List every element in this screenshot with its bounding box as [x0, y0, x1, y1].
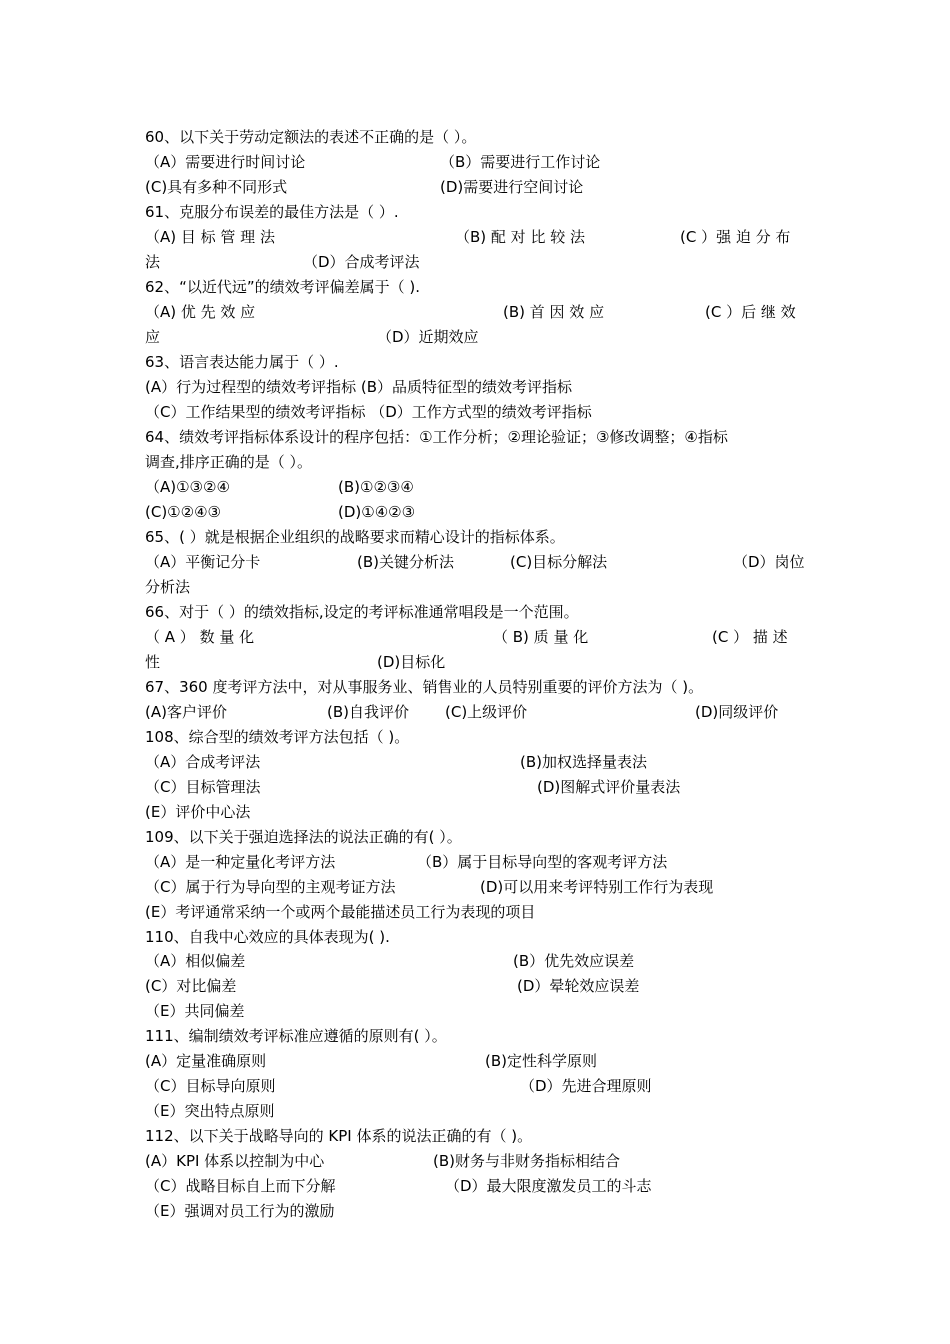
- q66-option-a: （ A ） 数 量 化: [145, 628, 255, 646]
- q62-option-d: （D）近期效应: [377, 328, 479, 346]
- q109-option-c: （C）属于行为导向型的主观考证方法: [145, 878, 396, 896]
- q62-stem: 62、“以近代远”的绩效考评偏差属于（ ).: [145, 278, 421, 296]
- q110-stem: 110、自我中心效应的具体表现为( ).: [145, 928, 390, 946]
- q109-option-d: (D)可以用来考评特别工作行为表现: [480, 878, 714, 896]
- q60-option-b: （B）需要进行工作讨论: [440, 153, 601, 171]
- q62-option-b: (B) 首 因 效 应: [503, 303, 605, 321]
- q64-stem-line2: 调查,排序正确的是（ ）。: [145, 453, 313, 471]
- q112-option-d: （D）最大限度激发员工的斗志: [445, 1177, 652, 1195]
- q63-options-cd: （C）工作结果型的绩效考评指标 （D）工作方式型的绩效考评指标: [145, 403, 592, 421]
- q110-option-b: (B）优先效应误差: [513, 952, 635, 970]
- q109-option-b: （B）属于目标导向型的客观考评方法: [417, 853, 668, 871]
- q108-option-b: (B)加权选择量表法: [520, 753, 647, 771]
- q66-option-d: (D)目标化: [377, 653, 446, 671]
- q112-option-e: （E）强调对员工行为的激励: [145, 1202, 335, 1220]
- q60-option-c: (C)具有多种不同形式: [145, 178, 288, 196]
- q111-option-d: （D）先进合理原则: [520, 1077, 652, 1095]
- q112-option-c: （C）战略目标自上而下分解: [145, 1177, 336, 1195]
- q108-option-c: （C）目标管理法: [145, 778, 261, 796]
- q64-stem-line1: 64、绩效考评指标体系设计的程序包括：①工作分析；②理论验证；③修改调整；④指标: [145, 428, 728, 446]
- q67-option-c: (C)上级评价: [445, 703, 528, 721]
- q61-option-b: （B) 配 对 比 较 法: [455, 228, 585, 246]
- q111-option-c: （C）目标导向原则: [145, 1077, 276, 1095]
- q66-option-b: （ B) 质 量 化: [493, 628, 589, 646]
- q112-option-b: (B)财务与非财务指标相结合: [433, 1152, 620, 1170]
- q63-options-ab: (A）行为过程型的绩效考评指标 (B）品质特征型的绩效考评指标: [145, 378, 573, 396]
- q61-option-c: (C ）强 迫 分 布: [680, 228, 791, 246]
- q111-option-b: (B)定性科学原则: [485, 1052, 597, 1070]
- q67-option-a: (A)客户评价: [145, 703, 227, 721]
- q61-option-c-wrap: 法: [145, 253, 161, 271]
- q111-stem: 111、编制绩效考评标准应遵循的原则有( ）。: [145, 1027, 447, 1045]
- q109-stem: 109、以下关于强迫选择法的说法正确的有( ）。: [145, 828, 462, 846]
- q60-option-a: （A）需要进行时间讨论: [145, 153, 306, 171]
- q60-stem: 60、以下关于劳动定额法的表述不正确的是（ ）。: [145, 128, 477, 146]
- q66-option-c-wrap: 性: [145, 653, 161, 671]
- q65-option-d: （D）岗位: [733, 553, 805, 571]
- q61-stem: 61、克服分布误差的最佳方法是（ ）.: [145, 203, 399, 221]
- q109-option-e: (E）考评通常采纳一个或两个最能描述员工行为表现的项目: [145, 903, 536, 921]
- q110-option-c: (C）对比偏差: [145, 977, 237, 995]
- q61-option-a: （A) 目 标 管 理 法: [145, 228, 275, 246]
- q112-option-a: (A）KPI 体系以控制为中心: [145, 1152, 325, 1170]
- q61-option-d: （D）合成考评法: [303, 253, 420, 271]
- q67-option-d: (D)同级评价: [695, 703, 779, 721]
- q60-option-d: (D)需要进行空间讨论: [440, 178, 584, 196]
- q108-option-d: (D)图解式评价量表法: [537, 778, 681, 796]
- q64-option-c: (C)①②④③: [145, 503, 221, 521]
- q112-stem: 112、以下关于战略导向的 KPI 体系的说法正确的有（ )。: [145, 1127, 533, 1145]
- q109-option-a: （A）是一种定量化考评方法: [145, 853, 336, 871]
- q65-option-a: （A）平衡记分卡: [145, 553, 261, 571]
- q63-stem: 63、语言表达能力属于（ ）.: [145, 353, 339, 371]
- q110-option-d: (D）晕轮效应误差: [517, 977, 640, 995]
- q65-option-c: (C)目标分解法: [510, 553, 608, 571]
- q108-option-a: （A）合成考评法: [145, 753, 261, 771]
- q64-option-a: （A)①③②④: [145, 478, 230, 496]
- q65-option-b: (B)关键分析法: [357, 553, 454, 571]
- q62-option-a: （A) 优 先 效 应: [145, 303, 256, 321]
- q62-option-c: (C ）后 继 效: [705, 303, 796, 321]
- q110-option-e: （E）共同偏差: [145, 1002, 245, 1020]
- q67-stem: 67、360 度考评方法中，对从事服务业、销售业的人员特别重要的评价方法为（ )。: [145, 678, 704, 696]
- q108-option-e: (E）评价中心法: [145, 803, 251, 821]
- q65-option-d-wrap: 分析法: [145, 578, 191, 596]
- q64-option-b: (B)①②③④: [338, 478, 414, 496]
- q62-option-c-wrap: 应: [145, 328, 161, 346]
- q66-stem: 66、对于（ ）的绩效指标,设定的考评标准通常唱段是一个范围。: [145, 603, 579, 621]
- q111-option-e: （E）突出特点原则: [145, 1102, 275, 1120]
- q66-option-c: (C ） 描 述: [712, 628, 788, 646]
- q64-option-d: (D)①④②③: [338, 503, 416, 521]
- q110-option-a: （A）相似偏差: [145, 952, 246, 970]
- q67-option-b: (B)自我评价: [327, 703, 409, 721]
- q111-option-a: (A）定量准确原则: [145, 1052, 267, 1070]
- q108-stem: 108、综合型的绩效考评方法包括（ )。: [145, 728, 410, 746]
- q65-stem: 65、( ）就是根据企业组织的战略要求而精心设计的指标体系。: [145, 528, 565, 546]
